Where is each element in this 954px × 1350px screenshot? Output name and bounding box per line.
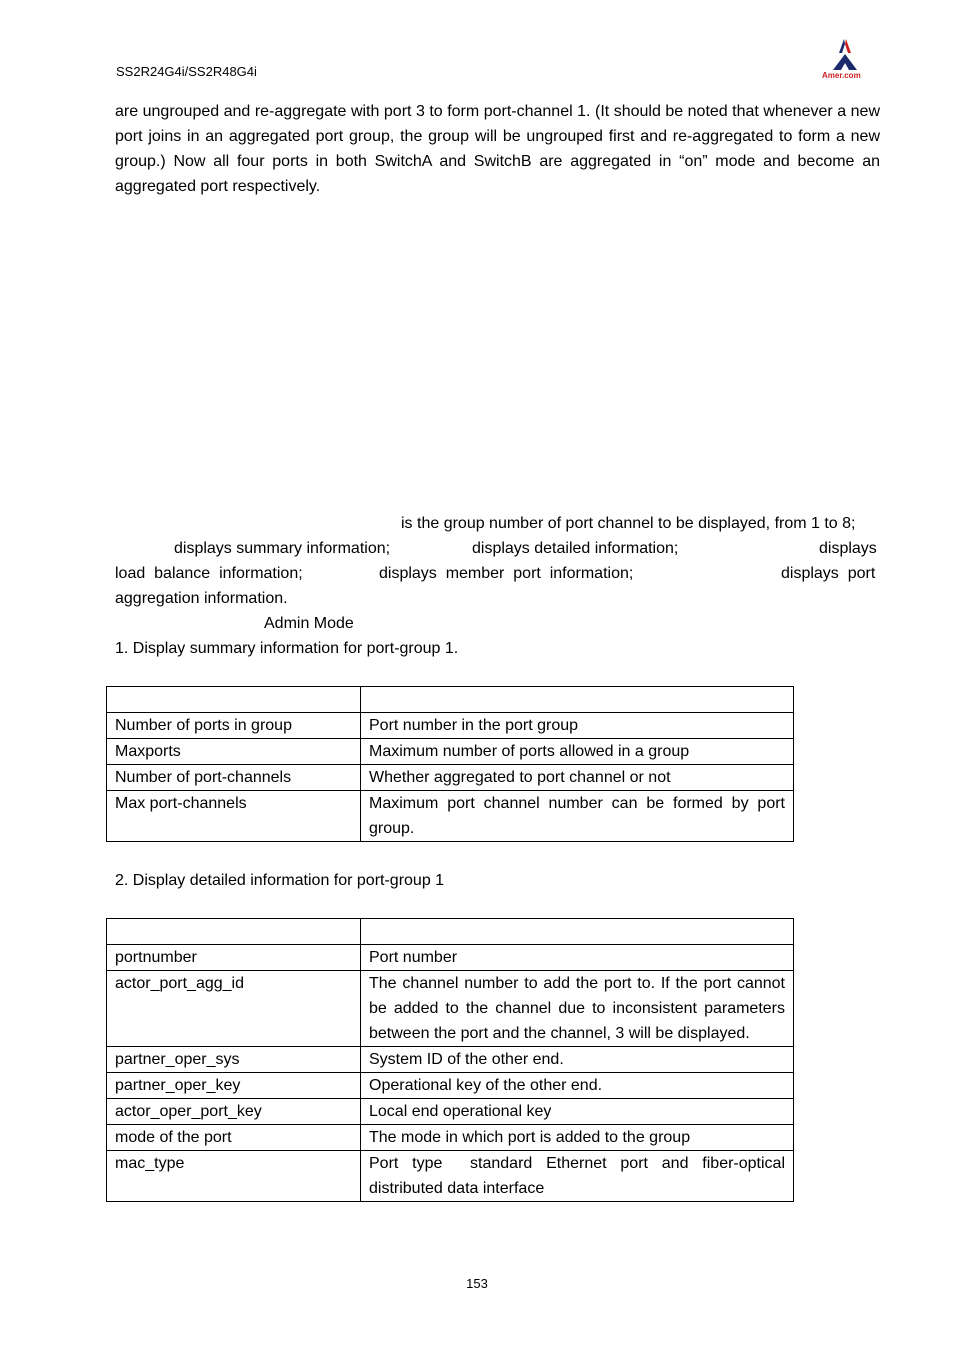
table-row: [107, 739, 794, 765]
intro-paragraph: are ungrouped and re-aggregate with port 3 to form port-channel 1. (It should be noted that whenever a new port joins in an aggregated port group, the group will be ungrouped first and re-aggregated to form a new group.) Now all four ports in both SwitchA and SwitchB are aggregated in “on” mode and become an aggregated port respectively.: [115, 103, 880, 195]
table-cell-field: Number of ports in group: [107, 713, 361, 739]
table-cell-explanation: Local end operational key: [361, 1099, 794, 1125]
table-row: [107, 791, 794, 842]
document-title: SS2R24G4i/SS2R48G4i: [116, 64, 257, 79]
detail-param-description: displays detailed information;: [472, 540, 679, 557]
table-row: [107, 1151, 794, 1202]
protocol-param-description: aggregation information.: [115, 590, 288, 607]
command-mode: Admin Mode: [264, 615, 354, 632]
table-cell-field: Maxports: [107, 739, 361, 765]
table-row: [107, 971, 794, 1047]
table-header-row: [107, 919, 794, 945]
table-cell-field: mode of the port: [107, 1125, 361, 1151]
table-row: [107, 713, 794, 739]
table-cell-field: actor_port_agg_id: [107, 971, 361, 1047]
table-cell-explanation: Port type standard Ethernet port and fiber-optical distributed data interface: [361, 1151, 794, 1202]
amer-logo-icon: [818, 36, 876, 82]
table-header-row: [107, 687, 794, 713]
table-cell-explanation: Port number in the port group: [361, 713, 794, 739]
table-row: [107, 1125, 794, 1151]
table-row: [107, 1073, 794, 1099]
load-balance-param-text: displays: [819, 540, 877, 557]
example-1-caption: 1. Display summary information for port-group 1.: [115, 640, 459, 657]
table-cell-explanation: Maximum number of ports allowed in a group: [361, 739, 794, 765]
table-cell-explanation: Maximum port channel number can be formed by port group.: [361, 791, 794, 842]
table-cell-explanation: The mode in which port is added to the group: [361, 1125, 794, 1151]
table-cell-field: Number of port-channels: [107, 765, 361, 791]
summary-param-description: displays summary information;: [174, 540, 391, 557]
table-cell-field: mac_type: [107, 1151, 361, 1202]
group-param-description: is the group number of port channel to be displayed, from 1 to 8;: [401, 515, 856, 532]
table-cell-explanation: Whether aggregated to port channel or not: [361, 765, 794, 791]
summary-info-table: [106, 686, 794, 842]
table-cell-field: partner_oper_key: [107, 1073, 361, 1099]
table-cell-field: actor_oper_port_key: [107, 1099, 361, 1125]
table-row: [107, 765, 794, 791]
table-cell-field: Max port-channels: [107, 791, 361, 842]
table-row: [107, 1099, 794, 1125]
table-cell-explanation: Operational key of the other end.: [361, 1073, 794, 1099]
page-number: 153: [466, 1276, 488, 1291]
example-2-caption: 2. Display detailed information for port-group 1: [115, 872, 445, 889]
port-param-description: displays member port information;: [379, 565, 634, 582]
detailed-info-table: [106, 918, 794, 1202]
table-row: [107, 1047, 794, 1073]
table-cell-explanation: Port number: [361, 945, 794, 971]
load-balance-param-description: load balance information;: [115, 565, 303, 582]
protocol-param-text: displays port: [781, 565, 876, 582]
table-cell-explanation: The channel number to add the port to. If the port cannot be added to the channel due to inconsistent parameters between the port and the channel, 3 will be displayed.: [361, 971, 794, 1047]
logo-text: Amer.com: [822, 71, 861, 80]
table-cell-field: portnumber: [107, 945, 361, 971]
table-cell-explanation: System ID of the other end.: [361, 1047, 794, 1073]
table-row: [107, 945, 794, 971]
table-cell-field: partner_oper_sys: [107, 1047, 361, 1073]
amer-logo: [818, 36, 876, 82]
